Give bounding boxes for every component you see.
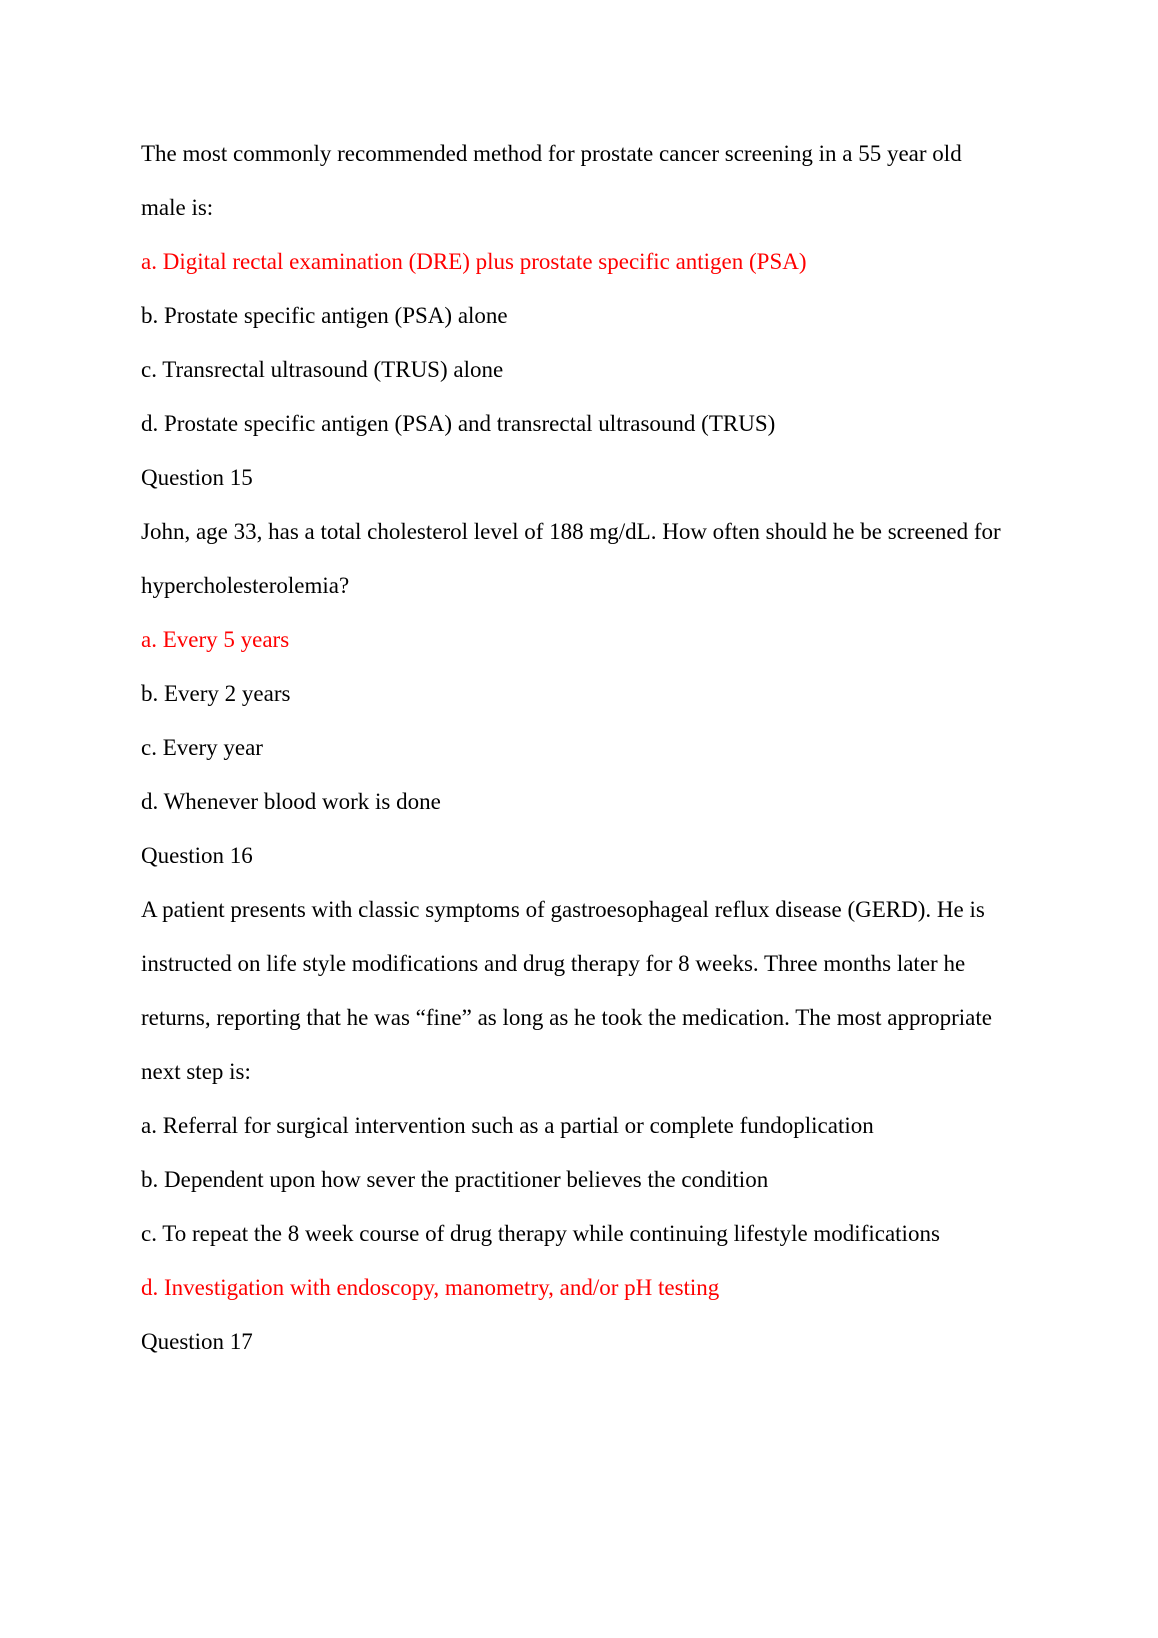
- question-stem: The most commonly recommended method for prostate cancer screening in a 55 year old: [141, 141, 962, 166]
- question-stem: male is:: [141, 195, 214, 220]
- answer-option-c: c. To repeat the 8 week course of drug therapy while continuing lifestyle modifications: [141, 1221, 940, 1246]
- question-stem: instructed on life style modifications and drug therapy for 8 weeks. Three months later he: [141, 951, 966, 976]
- question-stem: A patient presents with classic symptoms of gastroesophageal reflux disease (GERD). He is: [141, 897, 985, 922]
- answer-option-a-correct: a. Every 5 years: [141, 627, 290, 652]
- answer-option-b: b. Dependent upon how sever the practitioner believes the condition: [141, 1167, 769, 1192]
- answer-option-d-correct: d. Investigation with endoscopy, manometry, and/or pH testing: [141, 1275, 720, 1300]
- question-heading: Question 17: [141, 1329, 253, 1354]
- answer-option-b: b. Every 2 years: [141, 681, 291, 706]
- answer-option-c: c. Every year: [141, 735, 263, 760]
- answer-option-a: a. Referral for surgical intervention such as a partial or complete fundoplication: [141, 1113, 874, 1138]
- question-stem: hypercholesterolemia?: [141, 573, 350, 598]
- answer-option-d: d. Prostate specific antigen (PSA) and transrectal ultrasound (TRUS): [141, 411, 776, 436]
- answer-option-a-correct: a. Digital rectal examination (DRE) plus prostate specific antigen (PSA): [141, 249, 807, 274]
- answer-option-c: c. Transrectal ultrasound (TRUS) alone: [141, 357, 504, 382]
- answer-option-d: d. Whenever blood work is done: [141, 789, 441, 814]
- question-heading: Question 15: [141, 465, 253, 490]
- question-stem: John, age 33, has a total cholesterol level of 188 mg/dL. How often should he be screened for: [141, 519, 1001, 544]
- question-stem: returns, reporting that he was “fine” as long as he took the medication. The most appropriate: [141, 1005, 992, 1030]
- answer-option-b: b. Prostate specific antigen (PSA) alone: [141, 303, 508, 328]
- question-heading: Question 16: [141, 843, 253, 868]
- document-body: [141, 127, 1041, 1369]
- question-stem: next step is:: [141, 1059, 251, 1084]
